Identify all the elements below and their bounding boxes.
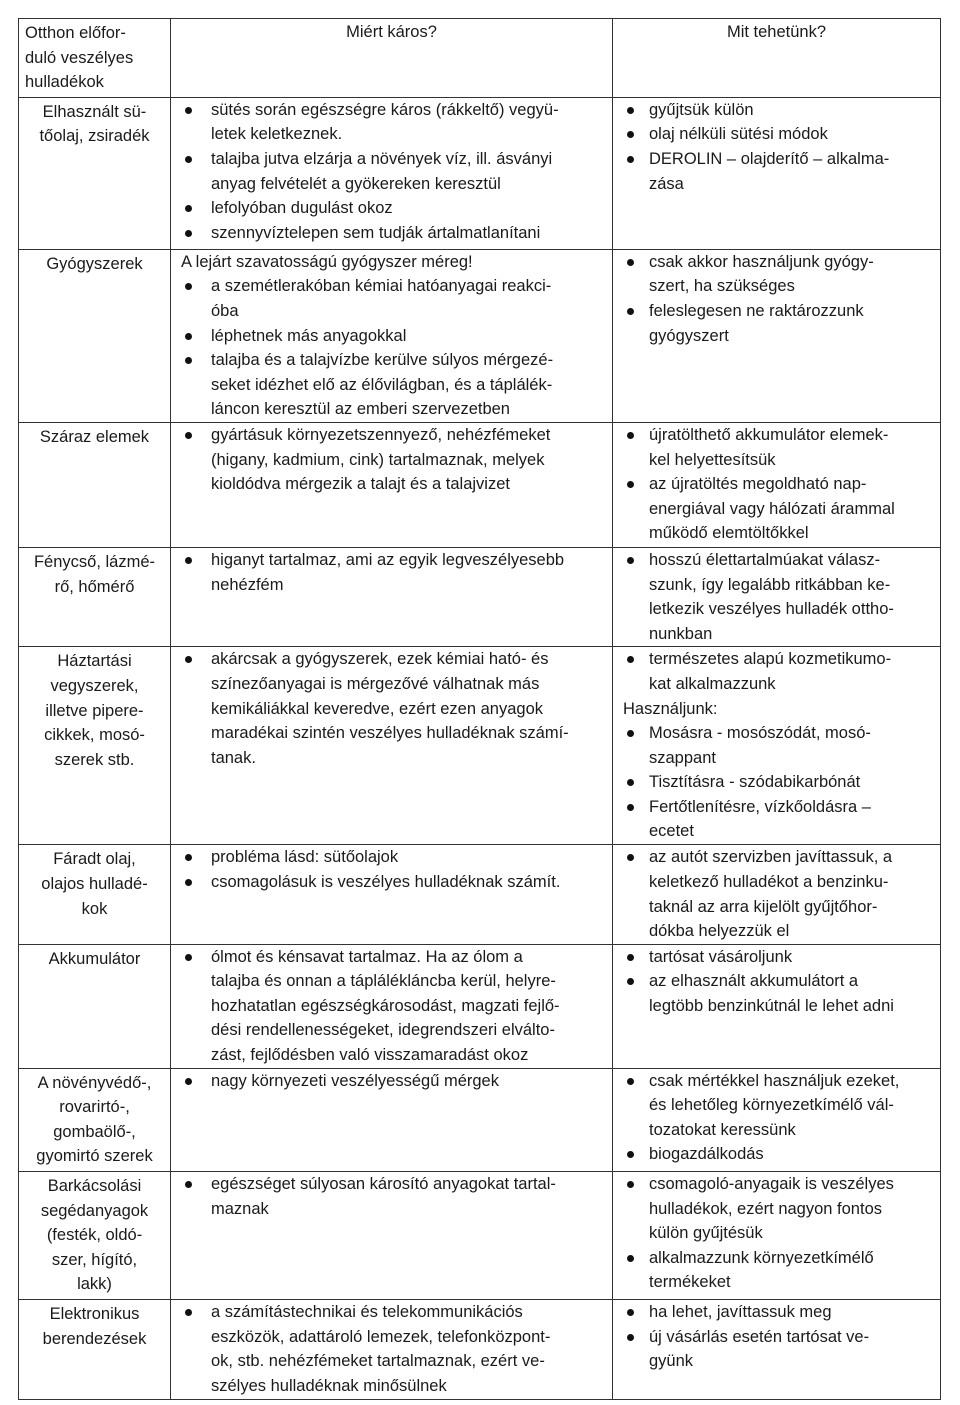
waste-category-label: Elektronikus berendezések xyxy=(42,1305,147,1348)
waste-category-cell xyxy=(19,1172,171,1300)
what-to-do-item: gyűjtsük külön xyxy=(623,98,934,123)
what-to-do-item: az autót szervizben javíttassuk, a keletkező hulladékot a benzinku- taknál az arra kijelölt gyűjtőhor- dókba helyezzük el xyxy=(623,845,934,943)
what-to-do-cell xyxy=(613,249,941,422)
why-harmful-item: probléma lásd: sütőolajok xyxy=(181,845,606,870)
waste-category-label: Barkácsolási segédanyagok (festék, oldó- szer, hígító, lakk) xyxy=(40,1177,149,1294)
table-row xyxy=(19,1172,941,1300)
why-harmful-cell xyxy=(171,944,613,1068)
table-body xyxy=(19,97,941,1399)
what-to-do-cell xyxy=(613,1172,941,1300)
waste-category-label: A növényvédő-, rovarirtó-, gombaölő-, gyomirtó szerek xyxy=(36,1073,153,1166)
what-intro-text: Használjunk: xyxy=(623,699,718,718)
table-row xyxy=(19,1300,941,1400)
waste-category-cell xyxy=(19,97,171,249)
waste-category-cell xyxy=(19,249,171,422)
what-to-do-item: hosszú élettartalmúakat válasz- szunk, így legalább ritkábban ke- letkezik veszélyes hulladék ottho- nunkban xyxy=(623,548,934,646)
why-harmful-list xyxy=(181,1172,606,1221)
what-to-do-item: ha lehet, javíttassuk meg xyxy=(623,1300,934,1325)
why-harmful-list xyxy=(181,647,606,770)
why-harmful-item: higanyt tartalmaz, ami az egyik legveszélyesebb nehézfém xyxy=(181,548,606,597)
waste-category-label: Gyógyszerek xyxy=(46,254,143,273)
why-harmful-item: csomagolásuk is veszélyes hulladéknak számít. xyxy=(181,870,606,895)
why-harmful-cell xyxy=(171,97,613,249)
what-to-do-cell xyxy=(613,547,941,646)
header-why-harmful: Miért káros? xyxy=(171,19,613,98)
waste-category-cell xyxy=(19,944,171,1068)
why-harmful-cell xyxy=(171,647,613,845)
what-to-do-item: az elhasznált akkumulátort a legtöbb benzinkútnál le lehet adni xyxy=(623,969,934,1018)
why-harmful-item: nagy környezeti veszélyességű mérgek xyxy=(181,1069,606,1094)
what-to-do-list xyxy=(623,423,934,546)
waste-category-label: Akkumulátor xyxy=(48,949,141,968)
what-to-do-cell xyxy=(613,845,941,944)
why-harmful-item: lefolyóban dugulást okoz xyxy=(181,196,606,221)
waste-category-cell xyxy=(19,1068,171,1171)
why-harmful-list xyxy=(181,423,606,497)
why-harmful-cell xyxy=(171,1300,613,1400)
why-harmful-cell xyxy=(171,845,613,944)
why-harmful-cell xyxy=(171,547,613,646)
waste-category-label: Fáradt olaj, olajos hulladé- kok xyxy=(41,850,148,918)
why-harmful-cell xyxy=(171,249,613,422)
table-row xyxy=(19,249,941,422)
why-harmful-item: talajba és a talajvízbe kerülve súlyos mérgezé- seket idézhet elő az élővilágban, és a táplálék- láncon keresztül az emberi szervezetben xyxy=(181,348,606,422)
why-harmful-list xyxy=(181,1300,606,1398)
waste-category-cell xyxy=(19,547,171,646)
hazardous-waste-table xyxy=(18,18,941,1400)
what-to-do-item: az újratöltés megoldható nap- energiával vagy hálózati árammal működő elemtöltőkkel xyxy=(623,472,934,546)
why-harmful-item: egészséget súlyosan károsító anyagokat tartal- maznak xyxy=(181,1172,606,1221)
table-row xyxy=(19,1068,941,1171)
why-harmful-item: akárcsak a gyógyszerek, ezek kémiai ható- és színezőanyagai is mérgezővé válhatnak más kemikáliákkal keveredve, ezért ezen anyagok maradékai szintén veszélyes hulladéknak számí- tanak. xyxy=(181,647,606,770)
table-header-row xyxy=(19,19,941,98)
waste-category-label: Fénycső, lázmé- rő, hőmérő xyxy=(33,552,156,596)
why-harmful-cell xyxy=(171,1172,613,1300)
why-harmful-item: sütés során egészségre káros (rákkeltő) vegyü- letek keletkeznek. xyxy=(181,98,606,147)
what-to-do-item: csomagoló-anyagaik is veszélyes hulladékok, ezért nagyon fontos külön gyűjtésük xyxy=(623,1172,934,1246)
why-harmful-item: léphetnek más anyagokkal xyxy=(181,324,606,349)
what-to-do-extra-item: Fertőtlenítésre, vízkőoldásra – ecetet xyxy=(623,795,934,844)
why-intro-text: A lejárt szavatosságú gyógyszer méreg! xyxy=(181,252,473,271)
what-to-do-item: tartósat vásároljunk xyxy=(623,945,934,970)
what-to-do-item: alkalmazzunk környezetkímélő termékeket xyxy=(623,1246,934,1295)
why-harmful-list xyxy=(181,945,606,1068)
why-harmful-item: gyártásuk környezetszennyező, nehézfémeket (higany, kadmium, cink) tartalmaznak, melyek kioldódva mérgezik a talajt és a talajvizet xyxy=(181,423,606,497)
why-harmful-item: ólmot és kénsavat tartalmaz. Ha az ólom a talajba és onnan a táplálékláncba kerül, helyre- hozhatatlan egészségkárosodást, magzati fejlő- dési rendellenességeket, idegrendszeri elválto- zást, fejlődésben való visszamaradást okoz xyxy=(181,945,606,1068)
what-to-do-extra-item: Mosásra - mosószódát, mosó- szappant xyxy=(623,721,934,770)
why-harmful-list xyxy=(181,548,606,597)
what-to-do-item: csak mértékkel használjuk ezeket, és lehetőleg környezetkímélő vál- tozatokat keressünk xyxy=(623,1069,934,1143)
table-row xyxy=(19,845,941,944)
what-to-do-list xyxy=(623,1069,934,1167)
waste-category-label: Háztartási vegyszerek, illetve pipere- cikkek, mosó- szerek stb. xyxy=(44,652,145,769)
what-to-do-cell xyxy=(613,1300,941,1400)
why-harmful-item: a számítástechnikai és telekommunikációs eszközök, adattároló lemezek, telefonközpont- ok, stb. nehézfémeket tartalmaznak, ezért ve- szélyes hulladéknak minősülnek xyxy=(181,1300,606,1398)
what-to-do-item: feleslegesen ne raktározzunk gyógyszert xyxy=(623,299,934,348)
table-row xyxy=(19,647,941,845)
header-waste-type: Otthon előfor- duló veszélyes hulladékok xyxy=(19,19,171,98)
waste-category-cell xyxy=(19,422,171,547)
what-to-do-cell xyxy=(613,422,941,547)
why-harmful-item: a szemétlerakóban kémiai hatóanyagai reakci- óba xyxy=(181,274,606,323)
waste-category-cell xyxy=(19,845,171,944)
why-harmful-list xyxy=(181,274,606,422)
what-to-do-list xyxy=(623,1300,934,1374)
header-what-to-do: Mit tehetünk? xyxy=(613,19,941,98)
what-to-do-cell xyxy=(613,97,941,249)
what-to-do-item: újratölthető akkumulátor elemek- kel helyettesítsük xyxy=(623,423,934,472)
waste-category-label: Elhasznált sü- tőolaj, zsiradék xyxy=(39,102,150,146)
why-harmful-cell xyxy=(171,422,613,547)
what-to-do-item: új vásárlás esetén tartósat ve- gyünk xyxy=(623,1325,934,1374)
table-row xyxy=(19,97,941,249)
what-to-do-list xyxy=(623,548,934,646)
why-harmful-cell xyxy=(171,1068,613,1171)
why-harmful-list xyxy=(181,1069,606,1094)
why-harmful-list xyxy=(181,98,606,246)
what-to-do-item: olaj nélküli sütési módok xyxy=(623,122,934,147)
what-to-do-list xyxy=(623,250,934,348)
table-row xyxy=(19,422,941,547)
what-to-do-list xyxy=(623,1172,934,1295)
what-to-do-list xyxy=(623,945,934,1019)
what-to-do-list xyxy=(623,98,934,196)
what-to-do-list xyxy=(623,845,934,943)
what-to-do-cell xyxy=(613,944,941,1068)
why-harmful-item: szennyvíztelepen sem tudják ártalmatlanítani xyxy=(181,221,606,246)
why-harmful-item: talajba jutva elzárja a növények víz, ill. ásványi anyag felvételét a gyökereken keresztül xyxy=(181,147,606,196)
table-row xyxy=(19,547,941,646)
why-harmful-list xyxy=(181,845,606,894)
what-to-do-item: DEROLIN – olajderítő – alkalma- zása xyxy=(623,147,934,196)
what-to-do-item: csak akkor használjunk gyógy- szert, ha szükséges xyxy=(623,250,934,299)
what-to-do-item: természetes alapú kozmetikumo- kat alkalmazzunk xyxy=(623,647,934,696)
what-to-do-extra-item: Tisztításra - szódabikarbónát xyxy=(623,770,934,795)
table-row xyxy=(19,944,941,1068)
what-to-do-list xyxy=(623,647,934,696)
what-to-do-item: biogazdálkodás xyxy=(623,1142,934,1167)
waste-category-label: Száraz elemek xyxy=(39,427,150,446)
waste-category-cell xyxy=(19,1300,171,1400)
what-to-do-extra-list xyxy=(623,721,934,844)
waste-category-cell xyxy=(19,647,171,845)
what-to-do-cell xyxy=(613,647,941,845)
what-to-do-cell xyxy=(613,1068,941,1171)
